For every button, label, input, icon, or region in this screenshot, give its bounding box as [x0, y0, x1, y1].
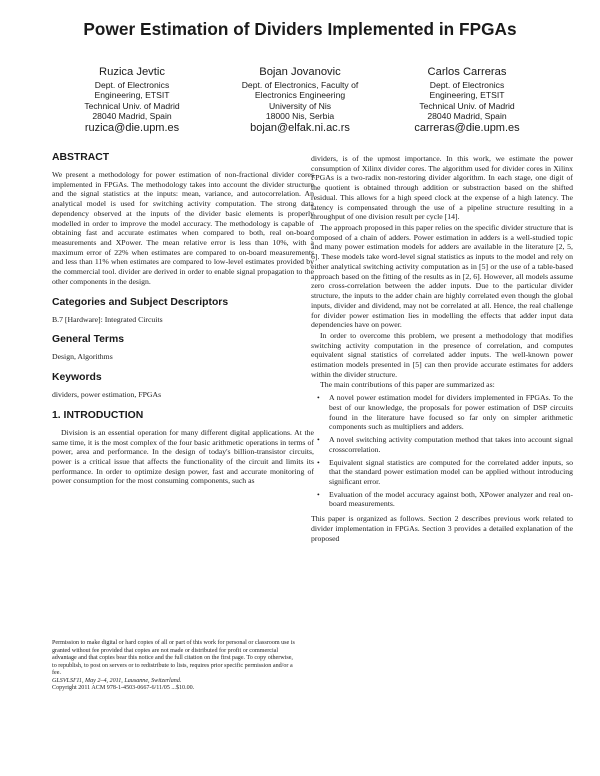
author-block: [40, 66, 560, 162]
introduction-heading: 1. INTRODUCTION: [52, 409, 144, 421]
author-3: [372, 66, 562, 135]
author-affiliation: 28040 Madrid, Spain: [92, 111, 172, 122]
list-item: [311, 490, 573, 509]
list-item-text: A novel switching activity computation method that takes into account signal crosscorrelation.: [329, 435, 573, 454]
intro-paragraph: dividers, is of the upmost importance. In this work, we estimate the power consumption of Xilinx divider cores. The algorithm used for divider cores in Xilinx FPGAs is a two-radix non-restoring divider algorithm. In each stage, one digit of the quotient is obtained through addition or substraction based on the shifted residual. This allows for a high speed clock at the expense of a high latency. The latency is compensated through the use of a pipeline structure resulting in a throughput of one division result per cycle [14].: [311, 154, 573, 222]
author-1: [37, 66, 227, 135]
general-terms-text: Design, Algorithms: [52, 352, 113, 362]
author-affiliation: University of Nis: [268, 100, 332, 111]
bullet-icon: •: [317, 489, 320, 499]
author-affiliation: Technical Univ. of Madrid: [419, 100, 515, 111]
author-affiliation: Technical Univ. of Madrid: [84, 100, 180, 111]
abstract-text: We present a methodology for power estimation of non-fractional divider cores implemented in FPGAs. The methodology takes into account the divider structure and the signal statistics at the inputs: mean, variance, and autocorrelation. An analytical model is used for switching activity computation. The strong data dependency observed at the inputs of the divider basic elements is properly modelled in order to improve the model accuracy. The methodology is capable of obtaining fast and accurate estimates when compared to both, real on-board measurements and XPower. The mean relative error is less than 10%, with a maximum error of 22% when estimates are compared to on-board measurements and less than 11% when estimates are compared to low-level estimates provided by the commercial tool. divider are derived in order to enable signal propagation to the other components in the design.: [52, 170, 314, 286]
author-affiliation: Dept. of Electronics: [94, 80, 170, 90]
keywords-heading: Keywords: [52, 372, 102, 384]
author-affiliation: Engineering, ETSIT: [94, 90, 170, 101]
list-item-text: Evaluation of the model accuracy against both, XPower analyzer and real on-board measurements.: [329, 489, 573, 509]
copyright-text: Copyright 2011 ACM 978-1-4503-0667-6/11/05 ...$10.00.: [52, 685, 195, 691]
bullet-icon: •: [317, 435, 320, 445]
venue-text: GLSVLSI'11, May 2–4, 2011, Lausanne, Switzerland.: [52, 677, 182, 684]
categories-text: B.7 [Hardware]: Integrated Circuits: [52, 314, 163, 324]
intro-closing-paragraph: This paper is organized as follows. Section 2 describes previous work related to divider implementation in FPGAs. Section 3 provides a detailed explanation of the proposed: [311, 514, 573, 543]
bullet-icon: •: [317, 393, 320, 403]
author-email: carreras@die.upm.es: [414, 121, 520, 134]
intro-paragraph: The approach proposed in this paper relies on the specific divider structure that is composed of a chain of adders. Power estimation in adders is a well-studied topic and many power estimation models for adders are available in the literature [2, 5, 6]. These models take word-level signal statistics as inputs to the model and rely on either analytical switching activity computation as in [5] or the use of a table-based approach based on the fitting of the results as in [2, 6]. However, all models assume zero cross-correlation between the adder inputs. Due to the particular divider structure, the inputs to the adder chain are highly correlated even though the global inputs, divider and dividend, may not be correlated at all. Hence, the real challenge for divider power estimation lies in modelling the effects that adder input data dependencies have on power.: [311, 223, 573, 330]
list-item: [311, 458, 573, 487]
bullet-icon: •: [317, 457, 320, 467]
left-column: [52, 152, 314, 486]
author-affiliation: Engineering, ETSIT: [429, 90, 505, 101]
list-item-text: A novel power estimation model for dividers implemented in FPGAs. To the best of our knowledge, the proposals for power estimation of DSP circuits found in the literature have focused so far only on simpler arithmetic components such as multipliers and adders.: [329, 393, 573, 432]
paper-title: Power Estimation of Dividers Implemented in FPGAs: [83, 19, 517, 39]
intro-paragraph: Division is an essential operation for many different digital applications. At the same time, it is the most complex of the four basic arithmetic operations in terms of power, area and performance. In the design of today's billion-transistor circuits, power is a critical issue that affects the functionality of the circuit and limits its performance. In order to optimize design power, fast and accurate monitoring of power consumption for the most consuming components, such as: [52, 427, 314, 486]
author-name: Bojan Jovanovic: [259, 66, 341, 78]
author-affiliation: 28040 Madrid, Spain: [427, 111, 507, 122]
abstract-heading: ABSTRACT: [52, 152, 110, 163]
general-terms-heading: General Terms: [52, 334, 124, 346]
intro-paragraph: In order to overcome this problem, we present a methodology that modifies switching activity computation in the presence of correlation, and computes equivalent signal statistics of correlated adder inputs. The well-known power estimation models presented in [5] can then provide accurate estimates for adders within the divider structure.: [311, 330, 573, 379]
author-name: Carlos Carreras: [427, 66, 507, 78]
list-item-text: Equivalent signal statistics are computed for the correlated adder inputs, so that the standard power estimation model can be applied without introducing significant error.: [329, 457, 573, 486]
author-affiliation: Dept. of Electronics: [429, 80, 505, 90]
permission-footnote: [52, 640, 298, 693]
author-name: Ruzica Jevtic: [99, 66, 165, 78]
intro-paragraph: The main contributions of this paper are summarized as:: [320, 379, 495, 389]
author-email: bojan@elfak.ni.ac.rs: [250, 121, 350, 134]
author-affiliation: Dept. of Electronics, Faculty of: [241, 80, 359, 90]
keywords-text: dividers, power estimation, FPGAs: [52, 390, 162, 400]
author-affiliation: 18000 Nis, Serbia: [265, 111, 335, 122]
right-column: [311, 154, 573, 543]
list-item: [311, 393, 573, 432]
contributions-list: [311, 393, 573, 509]
author-affiliation: Electronics Engineering: [254, 90, 346, 101]
categories-heading: Categories and Subject Descriptors: [52, 296, 229, 308]
author-2: [205, 66, 395, 135]
permission-text: Permission to make digital or hard copies of all or part of this work for personal or classroom use is granted without fee provided that copies are not made or distributed for profit or commercial advantage and that copies bear this notice and the full citation on the first page. To copy otherwise, to republish, to post on servers or to redistribute to lists, requires prior specific permission and/or a fee.: [52, 640, 295, 676]
list-item: [311, 435, 573, 454]
author-email: ruzica@die.upm.es: [84, 121, 180, 134]
